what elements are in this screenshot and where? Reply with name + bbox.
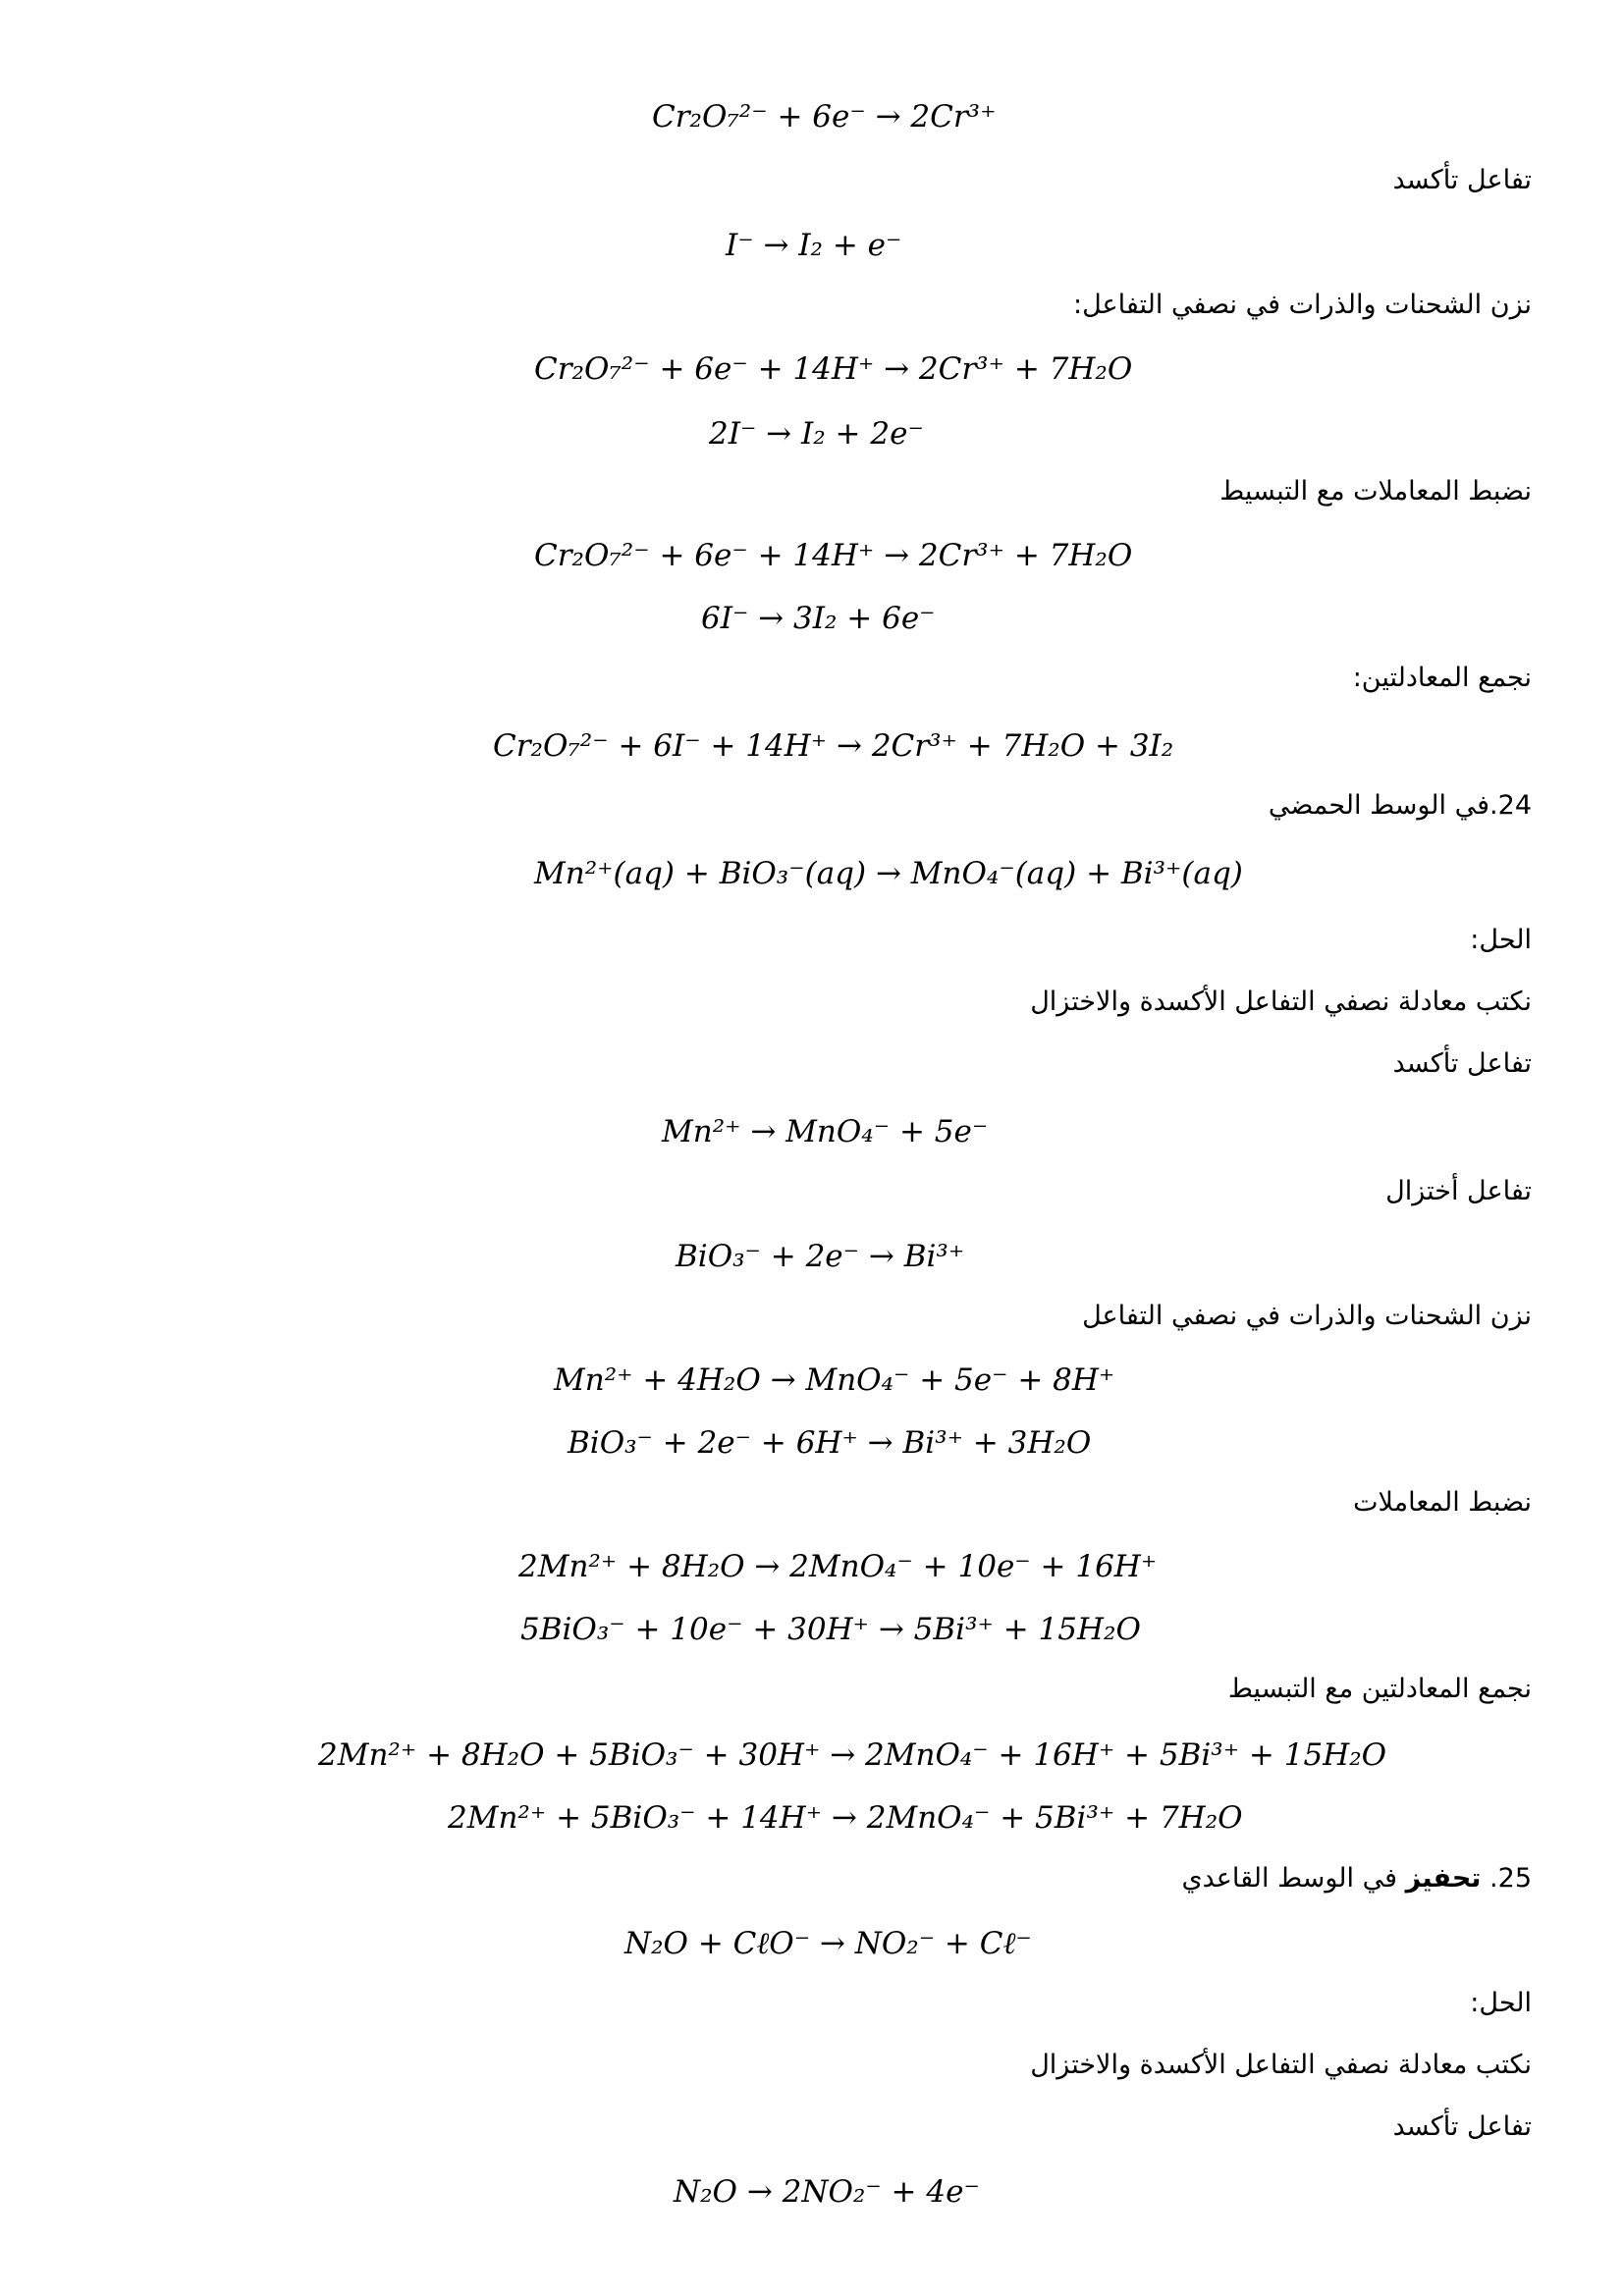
question-24-number: 24. — [1489, 790, 1532, 821]
equation-question-24: Mn²⁺(aq) + BiO₃⁻(aq) → MnO₄⁻(aq) + Bi³⁺(aq) — [534, 856, 1243, 891]
equation-reduction-bismuthate: BiO₃⁻ + 2e⁻ → Bi³⁺ — [676, 1239, 965, 1274]
equation-balanced-iodide: 2I⁻ → I₂ + 2e⁻ — [709, 416, 924, 452]
equation-overall-dichromate-iodide: Cr₂O₇²⁻ + 6I⁻ + 14H⁺ → 2Cr³⁺ + 7H₂O + 3I₂ — [493, 728, 1174, 764]
equation-question-25: N₂O + CℓO⁻ → NO₂⁻ + Cℓ⁻ — [624, 1926, 1032, 1961]
label-write-half-equations-24: نكتب معادلة نصفي التفاعل الأكسدة والاختزال — [1030, 987, 1532, 1017]
question-24-heading — [1269, 788, 1532, 824]
label-balance-charges-atoms-24: نزن الشحنات والذرات في نصفي التفاعل — [1082, 1301, 1532, 1331]
equation-balanced-dichromate: Cr₂O₇²⁻ + 6e⁻ + 14H⁺ → 2Cr³⁺ + 7H₂O — [534, 351, 1133, 387]
equation-adjusted-bismuthate: 5BiO₃⁻ + 10e⁻ + 30H⁺ → 5Bi³⁺ + 15H₂O — [520, 1612, 1141, 1647]
label-adjust-coefficients-24: نضبط المعاملات — [1353, 1487, 1532, 1518]
equation-adjusted-dichromate: Cr₂O₇²⁻ + 6e⁻ + 14H⁺ → 2Cr³⁺ + 7H₂O — [534, 538, 1133, 573]
question-25-number: 25. — [1489, 1863, 1532, 1894]
label-oxidation-24: تفاعل تأكسد — [1392, 1048, 1532, 1079]
label-reduction-24: تفاعل أختزال — [1385, 1176, 1532, 1206]
label-oxidation-reaction: تفاعل تأكسد — [1392, 165, 1532, 195]
label-write-half-equations-25: نكتب معادلة نصفي التفاعل الأكسدة والاختزال — [1030, 2050, 1532, 2080]
equation-reduction-dichromate: Cr₂O₇²⁻ + 6e⁻ → 2Cr³⁺ — [652, 99, 997, 134]
question-25-challenge-label: تحفيز — [1405, 1863, 1482, 1894]
label-add-equations: نجمع المعادلتين: — [1352, 663, 1532, 693]
equation-combined-simplified: 2Mn²⁺ + 5BiO₃⁻ + 14H⁺ → 2MnO₄⁻ + 5Bi³⁺ + 7H₂O — [448, 1800, 1243, 1836]
equation-balanced-bismuthate: BiO₃⁻ + 2e⁻ + 6H⁺ → Bi³⁺ + 3H₂O — [568, 1425, 1092, 1461]
question-25-heading — [1181, 1861, 1532, 1896]
equation-combined-unsimplified: 2Mn²⁺ + 8H₂O + 5BiO₃⁻ + 30H⁺ → 2MnO₄⁻ + 16H⁺ + 5Bi³⁺ + 15H₂O — [318, 1737, 1387, 1773]
equation-balanced-manganese: Mn²⁺ + 4H₂O → MnO₄⁻ + 5e⁻ + 8H⁺ — [554, 1362, 1115, 1398]
equation-oxidation-iodide: I⁻ → I₂ + e⁻ — [726, 228, 902, 263]
label-solution-24: الحل: — [1470, 925, 1532, 955]
equation-adjusted-manganese: 2Mn²⁺ + 8H₂O → 2MnO₄⁻ + 10e⁻ + 16H⁺ — [518, 1549, 1158, 1584]
question-24-title: في الوسط الحمضي — [1268, 790, 1490, 821]
equation-oxidation-manganese: Mn²⁺ → MnO₄⁻ + 5e⁻ — [662, 1114, 989, 1149]
label-solution-25: الحل: — [1470, 1988, 1532, 2018]
equation-adjusted-iodide: 6I⁻ → 3I₂ + 6e⁻ — [701, 601, 936, 636]
equation-oxidation-nitrous-oxide: N₂O → 2NO₂⁻ + 4e⁻ — [674, 2174, 980, 2210]
label-add-equations-simplify-24: نجمع المعادلتين مع التبسيط — [1227, 1674, 1532, 1704]
label-oxidation-25: تفاعل تأكسد — [1392, 2111, 1532, 2142]
label-balance-charges-atoms: نزن الشحنات والذرات في نصفي التفاعل: — [1072, 290, 1532, 320]
label-adjust-coefficients-simplify: نضبط المعاملات مع التبسيط — [1219, 476, 1532, 507]
question-25-title: في الوسط القاعدي — [1181, 1863, 1397, 1894]
